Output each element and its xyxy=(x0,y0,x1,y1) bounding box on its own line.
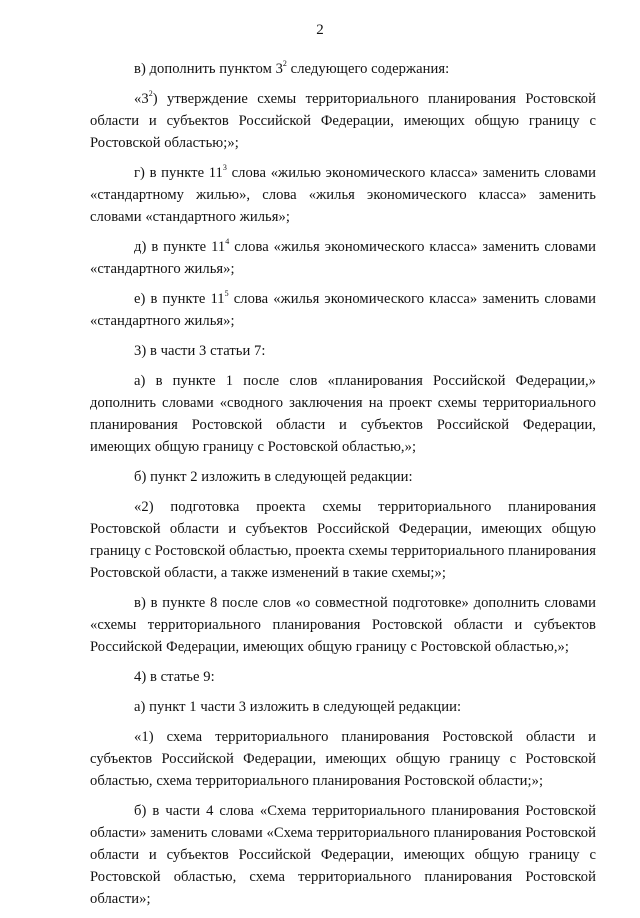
paragraph-v-add-item-3-2: в) дополнить пунктом $3^2$ следующего содержания: xyxy=(134,59,450,77)
paragraph-b-part-4: б) в части 4 слова «Схема территориального планирования Ростовской области» заменить словами «Схема территориального планирования Ростовской области и субъектов Российской Федерации, имеющих общую границу с Ростовской областью, схема территориального планирования Ростовской области»; xyxy=(90,803,596,907)
paragraph-b-item-2: б) пункт 2 изложить в следующей редакции: xyxy=(134,469,413,485)
paragraph-a-item-1: а) в пункте 1 после слов «планирования Российской Федерации,» дополнить словами «сводного заключения на проект схемы территориального планирования Ростовской области и субъектов Российской Федерации, имеющих общую границу с Ростовской областью,»; xyxy=(90,373,596,455)
paragraph-g-item-11-3: г) в пункте $11^3$ слова «жилью экономического класса» заменить словами «стандартному жилью», слова «жилья экономического класса» заменить словами «стандартного жилья»; xyxy=(90,163,597,225)
paragraph-a-part-3-item-1: а) пункт 1 части 3 изложить в следующей редакции: xyxy=(134,699,462,715)
paragraph-d-item-11-4: д) в пункте $11^4$ слова «жилья экономического класса» заменить словами «стандартного жилья»; xyxy=(90,237,597,277)
paragraph-item-2-text: «2) подготовка проекта схемы территориального планирования Ростовской области и субъектов Российской Федерации, имеющих общую границу с Ростовской областью, проекта схемы территориального планирования Ростовской области, а также изменений в такие схемы;»; xyxy=(90,499,596,581)
paragraph-item-3-2-text: «$3^2$) утверждение схемы территориального планирования Ростовской области и субъектов Российской Федерации, имеющих общую границу с Ростовской областью;»; xyxy=(90,89,596,151)
paragraph-v-item-8: в) в пункте 8 после слов «о совместной подготовке» дополнить словами «схемы территориального планирования Ростовской области и субъектов Российской Федерации, имеющих общую границу с Ростовской областью,»; xyxy=(90,595,596,655)
paragraph-item-1-text: «1) схема территориального планирования Ростовской области и субъектов Российской Федерации, имеющих общую границу с Ростовской областью, схема территориального планирования Ростовской области;»; xyxy=(90,729,596,789)
paragraph-article-7-part-3: 3) в части 3 статьи 7: xyxy=(134,343,266,359)
paragraph-article-9: 4) в статье 9: xyxy=(134,669,215,685)
page-number: 2 xyxy=(316,22,324,38)
document-body xyxy=(90,58,596,918)
paragraph-e-item-11-5: е) в пункте $11^5$ слова «жилья экономического класса» заменить словами «стандартного жилья»; xyxy=(90,289,596,329)
